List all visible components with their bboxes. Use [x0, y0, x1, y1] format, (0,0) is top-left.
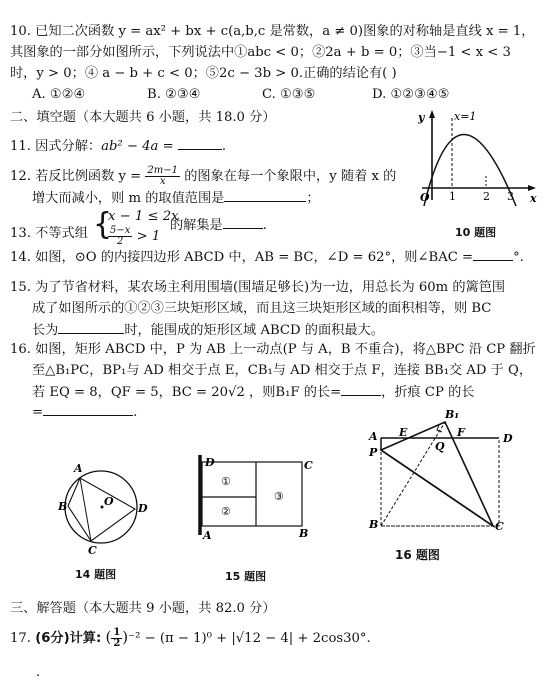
fig14-label-a: A — [74, 462, 83, 475]
q13-answer-blank[interactable] — [223, 216, 263, 229]
fig10-label-1: 1 — [449, 190, 456, 203]
q14-answer-blank[interactable] — [473, 248, 513, 261]
fig14-label-o: O — [104, 495, 114, 508]
fig15-region-1: ① — [221, 475, 231, 488]
q13-inequality-1: x − 1 ≤ 2x — [108, 209, 179, 224]
q17-rest: ⁻² − (π − 1)⁰ + |√12 − 4| + 2cos30°. — [128, 631, 371, 646]
footer-mark: . — [36, 665, 41, 680]
q10-option-b: B. ②③④ — [147, 87, 201, 102]
q10-option-a: A. ①②④ — [32, 87, 86, 102]
fig15-region-2: ② — [221, 505, 231, 518]
fig15-label-b: B — [299, 527, 309, 540]
fig16-label-a: A — [369, 430, 378, 443]
fig10-label-y: y — [418, 111, 425, 124]
q12-prefix: 12. 若反比例函数 y = — [10, 169, 142, 184]
q13-fraction-numerator: 5−x — [110, 225, 131, 236]
fig16-label-c: C — [495, 520, 504, 533]
q16-line4-end: . — [133, 405, 138, 420]
fig14-circle-diagram — [50, 460, 170, 560]
q13-suffix: 的解集是 — [170, 218, 223, 233]
fig10-label-o: O — [420, 191, 430, 204]
q13-fraction — [108, 226, 132, 247]
q10-option-c: C. ①③⑤ — [262, 87, 316, 102]
q17-fraction-numerator: 1 — [113, 627, 121, 638]
fig15-label-d: D — [205, 456, 215, 469]
fig14-quadrilateral — [68, 478, 135, 541]
fig10-x-arrow — [528, 185, 536, 191]
q12-fraction — [145, 166, 180, 187]
q14-end: °. — [513, 250, 524, 265]
q11-answer-blank[interactable] — [178, 137, 222, 150]
q11-expression: ab² − 4a = — [101, 139, 174, 154]
q17-label: (6分)计算: — [35, 631, 102, 646]
q10-option-d: D. ①②③④⑤ — [372, 87, 450, 102]
fig14-diagonal-ac — [80, 478, 91, 541]
fig10-label-3: 3 — [507, 190, 514, 203]
q13-fraction-denominator: 2 — [117, 236, 124, 247]
q11-prefix: 11. 因式分解： — [10, 139, 102, 154]
q16-line2: 至△B₁PC，BP₁与 AD 相交于点 E，CB₁与 AD 相交于点 F，连接 BB₁交 AD 于 Q， — [32, 363, 533, 378]
q16-line1: 16. 如图，矩形 ABCD 中，P 为 AB 上一动点(P 与 A，B 不重合)，将△BPC 沿 CP 翻折 — [10, 342, 536, 357]
q16-answer-blank-2[interactable] — [43, 403, 133, 416]
q12-fraction-denominator: x — [159, 176, 166, 187]
q10-line1: 10. 已知二次函数 y = ax² + bx + c(a,b,c 是常数，a ≠ 0)图象的对称轴是直线 x = 1， — [10, 24, 535, 39]
fig16-label-e: E — [399, 426, 408, 439]
q12-line2-end: ； — [306, 191, 320, 206]
fig10-y-arrow — [429, 110, 435, 118]
q17 — [10, 628, 371, 649]
q11 — [10, 137, 226, 156]
q14 — [10, 248, 524, 267]
fig14-caption: 14 题图 — [75, 568, 117, 581]
fig15-region-3: ③ — [274, 490, 284, 503]
fig16-label-d: D — [503, 432, 513, 445]
fig15-rectangles-diagram — [196, 455, 316, 545]
q13-inequality-2-rest: > 1 — [136, 229, 161, 244]
q16-line3-prefix: 若 EQ = 8，QF = 5，BC = 20√2 ，则B₁F 的长= — [32, 385, 342, 400]
fig10-label-2: 2 — [483, 190, 490, 203]
q15-line3-suffix: 时，能围成的矩形区域 ABCD 的面积最大。 — [124, 323, 384, 338]
fig14-label-c: C — [88, 544, 97, 557]
q15-line2: 成了如图所示的①②③三块矩形区域，而且这三块矩形区域的面积相等，则 BC — [32, 301, 492, 316]
q13-inequality-2 — [108, 226, 160, 247]
q12-line2-text: 增大而减小，则 m 的取值范围是 — [32, 191, 225, 206]
q11-end: . — [221, 139, 227, 154]
fig14-label-d: D — [138, 502, 148, 515]
q13-brace: { — [93, 207, 113, 242]
q15-line1: 15. 为了节省材料，某农场主利用围墙(围墙足够长)为一边，用总长为 60m 的篱笆围 — [10, 280, 506, 295]
q16-answer-blank-1[interactable] — [341, 383, 381, 396]
fig15-label-a: A — [203, 529, 212, 542]
section2-heading: 二、填空题（本大题共 6 小题，共 18.0 分） — [10, 110, 276, 125]
q13-prefix: 13. 不等式组 — [10, 226, 88, 241]
q16-line4 — [32, 403, 137, 422]
fig10-label-x: x — [530, 192, 537, 205]
q17-close-paren: ) — [122, 628, 129, 646]
q13-suffix-line — [170, 216, 267, 235]
q10-line3: 时，y > 0；④ a − b + c < 0；⑤2c − 3b > 0.正确的结论有( ) — [10, 66, 397, 81]
fig16-right-angle-mark — [437, 425, 442, 432]
q15-line3-prefix: 长为 — [32, 323, 59, 338]
section3-heading: 三、解答题（本大题共 9 小题，共 82.0 分） — [10, 601, 276, 616]
fig16-caption: 16 题图 — [395, 548, 440, 562]
q17-open-paren: ( — [105, 628, 112, 646]
fig10-parabola-curve — [424, 135, 516, 207]
q16-line3-suffix: ，折痕 CP 的长 — [381, 385, 475, 400]
fig16-label-q: Q — [435, 440, 445, 453]
q10-line2: 其图象的一部分如图所示，下列说法中①abc < 0；②2a + b = 0；③当−1 < x < 3 — [10, 45, 511, 60]
q12-suffix: 的图象在每一个象限中，y 随着 x 的 — [184, 169, 397, 184]
fig15-label-c: C — [304, 459, 313, 472]
fig10-label-axis: x=1 — [454, 110, 477, 123]
q13-end: . — [262, 218, 267, 233]
q17-fraction-denominator: 2 — [113, 638, 121, 649]
q15-answer-blank[interactable] — [58, 321, 124, 334]
fig16-label-p: P — [369, 446, 378, 459]
fig16-label-f: F — [457, 426, 465, 439]
q16-line3 — [32, 383, 474, 402]
q12-fraction-numerator: 2m−1 — [147, 165, 178, 176]
q12-answer-blank[interactable] — [224, 189, 306, 202]
q14-text: 14. 如图，⊙O 的内接四边形 ABCD 中，AB = BC，∠D = 62°，则∠BAC = — [10, 250, 474, 265]
q16-line4-prefix: = — [32, 405, 44, 420]
fig15-caption: 15 题图 — [225, 570, 267, 583]
q12-line2 — [32, 189, 320, 208]
q12-line1 — [10, 166, 396, 187]
q15-line3 — [32, 321, 384, 340]
fig16-label-b: B — [369, 518, 379, 531]
fig14-label-b: B — [58, 500, 68, 513]
fig16-fold-diagram — [365, 408, 515, 533]
fig16-label-b1: B₁ — [445, 408, 460, 421]
fig10-caption: 10 题图 — [455, 226, 497, 239]
fig10-parabola-graph — [410, 106, 540, 226]
fig15-outer-rect — [202, 462, 302, 526]
q17-fraction — [111, 628, 122, 649]
q17-number: 17. — [10, 631, 31, 646]
